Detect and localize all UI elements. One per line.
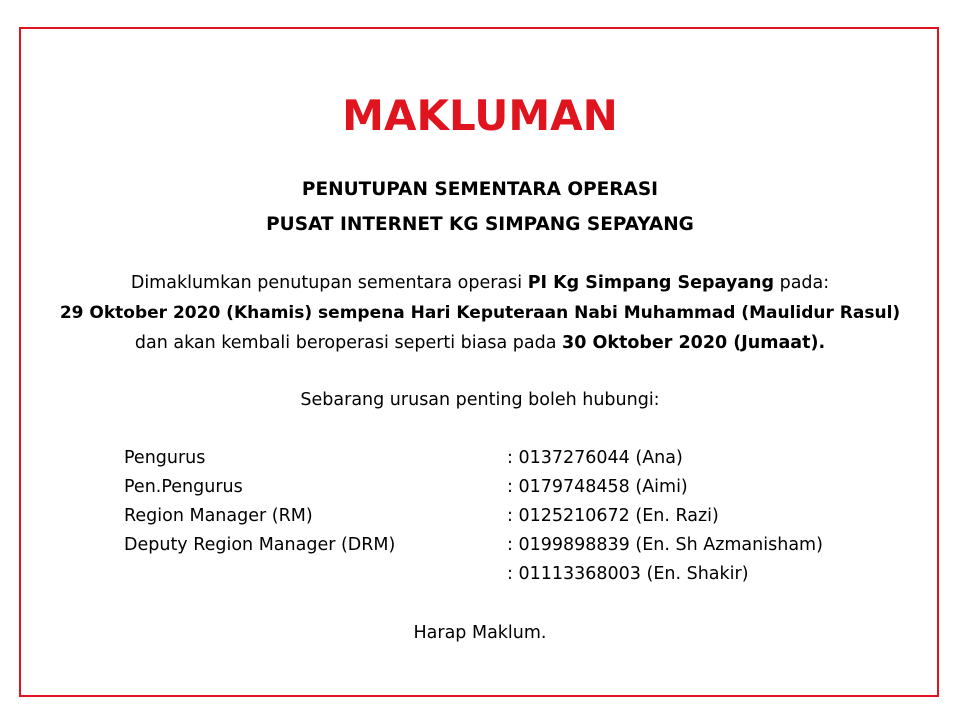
contact-row: [0, 502, 960, 530]
closing-text: Harap Maklum.: [413, 623, 547, 643]
contact-role: Deputy Region Manager (DRM): [124, 535, 396, 555]
contact-row: [0, 444, 960, 472]
contact-intro: Sebarang urusan penting boleh hubungi:: [300, 390, 660, 410]
closure-date: 29 Oktober 2020 (Khamis) sempena Hari Keputeraan Nabi Muhammad (Maulidur Rasul): [59, 303, 901, 323]
contact-row: [0, 531, 960, 559]
contact-phone: : 0125210672 (En. Razi): [507, 506, 719, 526]
contact-phone: : 0137276044 (Ana): [507, 448, 683, 468]
contact-role: Pen.Pengurus: [124, 477, 243, 497]
contact-row: [0, 473, 960, 501]
reopen-date: 30 Oktober 2020 (Jumaat).: [562, 333, 826, 353]
contact-role: Pengurus: [124, 448, 206, 468]
contact-phone: : 0179748458 (Aimi): [507, 477, 688, 497]
closure-location: PI Kg Simpang Sepayang: [527, 273, 775, 293]
notice-subtitle-line2: PUSAT INTERNET KG SIMPANG SEPAYANG: [266, 214, 694, 235]
reopen-statement: [0, 330, 960, 356]
closure-statement-prefix: Dimaklumkan penutupan sementara operasi: [130, 273, 528, 293]
contact-role: Region Manager (RM): [124, 506, 313, 526]
reopen-statement-prefix: dan akan kembali beroperasi seperti biasa pada: [134, 333, 563, 353]
closure-statement-suffix: pada:: [774, 273, 830, 293]
notice-subtitle-line1: PENUTUPAN SEMENTARA OPERASI: [301, 179, 659, 200]
notice-title: MAKLUMAN: [342, 91, 618, 140]
closure-statement: [0, 270, 960, 296]
contact-phone: : 01113368003 (En. Shakir): [507, 564, 749, 584]
contact-row: [0, 560, 960, 588]
contact-phone: : 0199898839 (En. Sh Azmanisham): [507, 535, 823, 555]
